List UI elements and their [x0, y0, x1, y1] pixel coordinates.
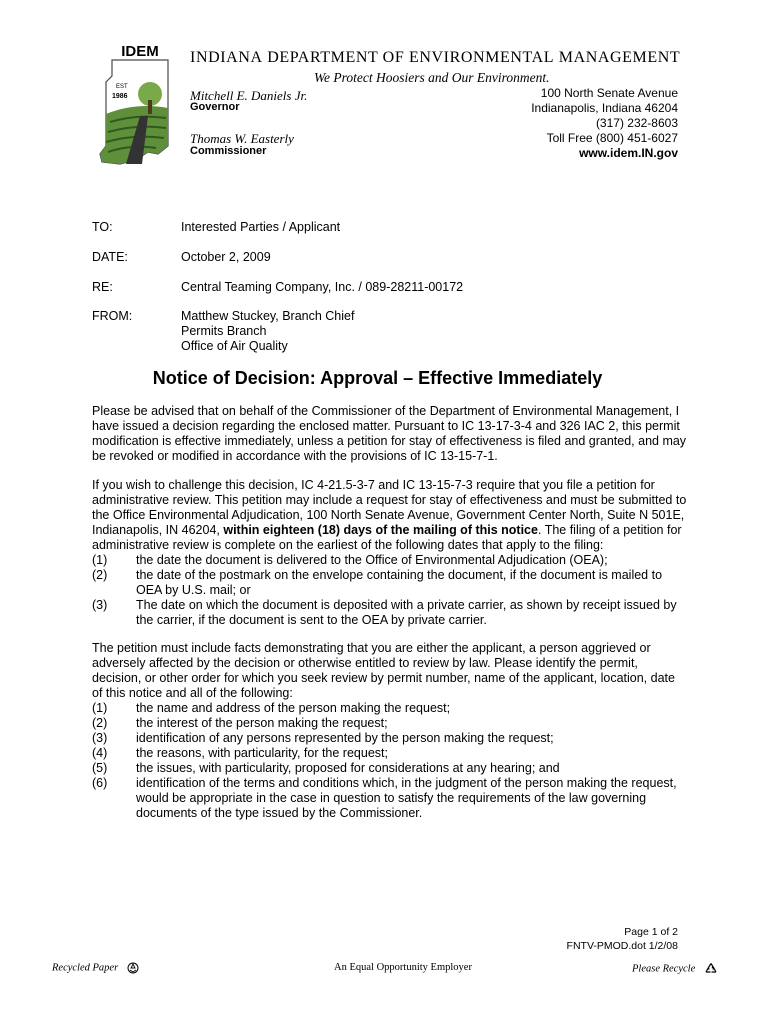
commissioner-title: Commissioner [190, 145, 267, 157]
filing-list-item: (2) the date of the postmark on the envelope containing the document, if the document is mailed to OEA by U.S. mail; or [92, 568, 663, 597]
equal-opportunity-note: An Equal Opportunity Employer [334, 962, 472, 973]
notice-title: Notice of Decision: Approval – Effective Immediately [152, 368, 603, 388]
to-value: Interested Parties / Applicant [181, 220, 341, 234]
petition-list-item: (2) the interest of the person making the request; [92, 716, 388, 730]
address-line: 100 North Senate Avenue [540, 86, 678, 100]
petition-list-item: (6) identification of the terms and conditions which, in the judgment of the person making the request, would be appropriate in the case in question to satisfy the requirements of the law governing documents of the type issued by the Commissioner. [92, 776, 677, 820]
agency-tagline: We Protect Hoosiers and Our Environment. [314, 70, 550, 85]
please-recycle-note: Please Recycle [632, 962, 718, 976]
agency-name: INDIANA DEPARTMENT OF ENVIRONMENTAL MANAGEMENT [190, 49, 681, 66]
from-line: Office of Air Quality [181, 339, 288, 353]
recycled-paper-icon [127, 962, 139, 974]
page-number: Page 1 of 2 [624, 926, 678, 938]
logo-est-year: 1986 [112, 93, 128, 100]
governor-title: Governor [190, 101, 240, 113]
recycle-icon [704, 962, 718, 976]
date-label: DATE: [92, 250, 128, 264]
from-value [181, 309, 354, 354]
agency-address [531, 86, 678, 161]
petition-list-item: (1) the name and address of the person making the request; [92, 701, 451, 715]
petition-list-item: (3) identification of any persons represented by the person making the request; [92, 731, 554, 745]
from-label: FROM: [92, 309, 133, 323]
body-paragraph-3: The petition must include facts demonstrating that you are either the applicant, a person aggrieved or adversely affected by the decision or otherwise entitled to review by law. Please identify the permit, decision, or other order for which you seek review by permit number, name of the applicant, location, date of this notice and all of the following: (1) the name and address of the person making the request; (2) the interest of the person making the request; (3) identification of any persons represented by the person making the request; (4) the reasons, with particularity, for the request; (5) the issues, with particularity, proposed for considerations at any hearing; and (6) identification of the terms and conditions which, in the judgment of the person making the request, would be appropriate in the case in question to satisfy the requirements of the law governing documents of the type issued by the Commissioner. [92, 641, 687, 821]
indiana-state-logo-icon [96, 42, 174, 166]
logo-est-label: EST [116, 84, 128, 90]
address-line: Indianapolis, Indiana 46204 [531, 101, 678, 115]
recycled-paper-note: Recycled Paper [52, 962, 139, 974]
filing-list-item: (1) the date the document is delivered to the Office of Environmental Adjudication (OEA); [92, 553, 608, 567]
date-value: October 2, 2009 [181, 250, 271, 264]
to-label: TO: [92, 220, 113, 234]
from-line: Permits Branch [181, 324, 267, 338]
re-label: RE: [92, 280, 113, 294]
idem-logo [96, 42, 174, 166]
page-footer-info [567, 925, 678, 953]
re-value: Central Teaming Company, Inc. / 089-28211-00172 [181, 280, 464, 294]
petition-list-item: (4) the reasons, with particularity, for the request; [92, 746, 388, 760]
petition-list-item: (5) the issues, with particularity, proposed for considerations at any hearing; and [92, 761, 560, 775]
toll-free-number: Toll Free (800) 451-6027 [546, 131, 678, 145]
filing-deadline: within eighteen (18) days of the mailing of this notice [223, 523, 538, 537]
body-paragraph-2: If you wish to challenge this decision, IC 4-21.5-3-7 and IC 13-15-7-3 require that you file a petition for administrative review. This petition may include a request for stay of effectiveness and must be submitted to the Office Environmental Adjudication, 100 North Senate Avenue, Government Center North, Suite N 501E, Indianapolis, IN 46204, within eighteen (18) days of the mailing of this notice. The filing of a petition for administrative review is complete on the earliest of the following dates that apply to the filing: (1) the date the document is delivered to the Office of Environmental Adjudication (OEA); (2) the date of the postmark on the envelope containing the document, if the document is mailed to OEA by U.S. mail; or (3) The date on which the document is deposited with a private carrier, as shown by receipt issued by the carrier, if the document is sent to the OEA by private carrier. [92, 478, 687, 627]
logo-text: IDEM [121, 43, 159, 60]
phone-number: (317) 232-8603 [595, 116, 678, 130]
filing-list-item: (3) The date on which the document is deposited with a private carrier, as shown by receipt issued by the carrier, if the document is sent to the OEA by private carrier. [92, 598, 677, 627]
body-paragraph-1: Please be advised that on behalf of the Commissioner of the Department of Environmental Management, I have issued a decision regarding the enclosed matter. Pursuant to IC 13-17-3-4 and 326 IAC 2, this permit modification is effective immediately, unless a petition for stay of effectiveness is filed and granted, and may be revoked or modified in accordance with the provisions of IC 13-15-7-1. [92, 404, 687, 463]
from-line: Matthew Stuckey, Branch Chief [181, 309, 355, 323]
website-link[interactable]: www.idem.IN.gov [579, 146, 678, 160]
document-id: FNTV-PMOD.dot 1/2/08 [566, 940, 678, 952]
governor-name: Mitchell E. Daniels Jr. [190, 88, 308, 103]
commissioner-name: Thomas W. Easterly [190, 131, 294, 146]
